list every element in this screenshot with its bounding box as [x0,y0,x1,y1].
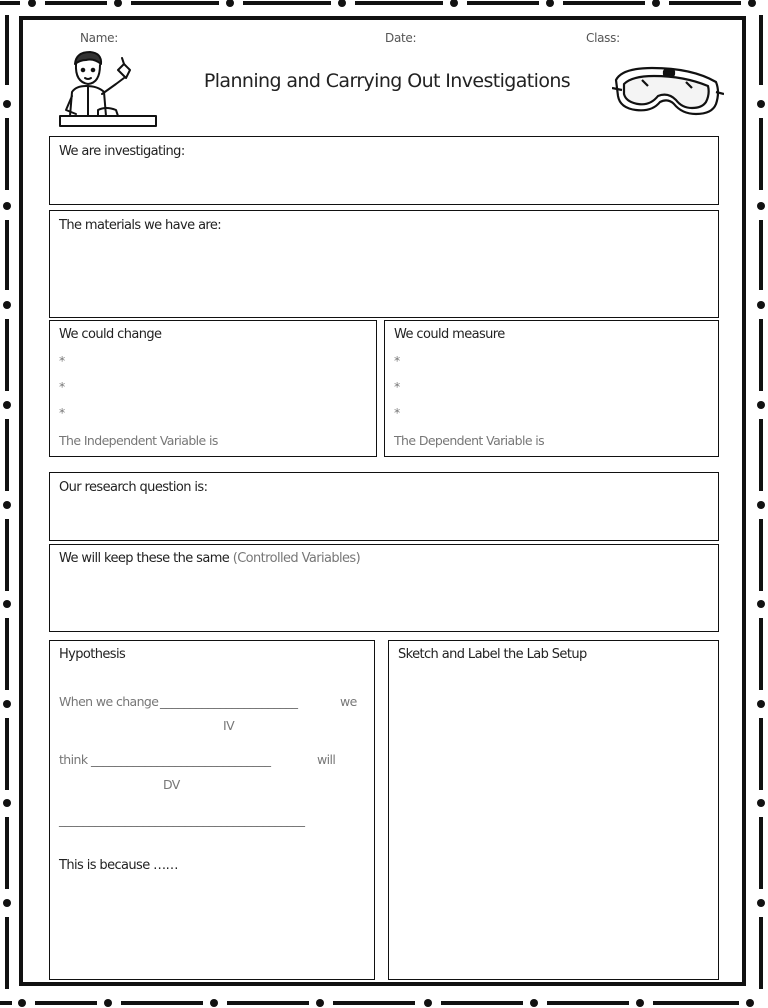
investigating-label: We are investigating: [59,144,185,159]
class-label: Class: [586,31,620,45]
hypothesis-line2-end: will [317,752,336,767]
research-question-label: Our research question is: [59,480,208,495]
hypothesis-result-blank[interactable]: _________________________________________ [59,813,305,827]
could-change-bullet: * [59,405,65,420]
materials-label: The materials we have are: [59,218,222,233]
because-label: This is because …… [59,858,178,873]
controlled-variables-box[interactable] [49,544,719,632]
could-measure-bullet: * [394,353,400,368]
dependent-variable-label: The Dependent Variable is [394,433,545,448]
dv-label: DV [163,777,180,792]
could-change-bullet: * [59,353,65,368]
name-label: Name: [80,31,118,45]
could-measure-bullet: * [394,405,400,420]
investigating-box[interactable] [49,136,719,205]
sketch-box[interactable] [388,640,719,980]
could-measure-label: We could measure [394,327,505,342]
scientist-boy-icon [58,48,158,130]
iv-blank[interactable]: _______________________ [160,695,298,709]
research-question-box[interactable] [49,472,719,541]
could-change-bullet: * [59,379,65,394]
controlled-variables-label: We will keep these the same [59,551,230,566]
iv-label: IV [223,718,235,733]
hypothesis-line1-end: we [340,694,357,709]
safety-goggles-icon [612,62,724,124]
could-change-label: We could change [59,327,162,342]
sketch-label: Sketch and Label the Lab Setup [398,647,587,662]
could-measure-bullet: * [394,379,400,394]
independent-variable-label: The Independent Variable is [59,433,218,448]
hypothesis-box[interactable] [49,640,375,980]
hypothesis-line2-start: think [59,752,88,767]
could-measure-box[interactable] [384,320,719,457]
dv-blank[interactable]: ______________________________ [91,753,271,767]
date-label: Date: [385,31,417,45]
could-change-box[interactable] [49,320,377,457]
materials-box[interactable] [49,210,719,318]
hypothesis-line1-start: When we change [59,694,159,709]
hypothesis-label: Hypothesis [59,647,126,662]
page-title: Planning and Carrying Out Investigations [203,70,571,92]
controlled-variables-note: (Controlled Variables) [232,551,361,566]
